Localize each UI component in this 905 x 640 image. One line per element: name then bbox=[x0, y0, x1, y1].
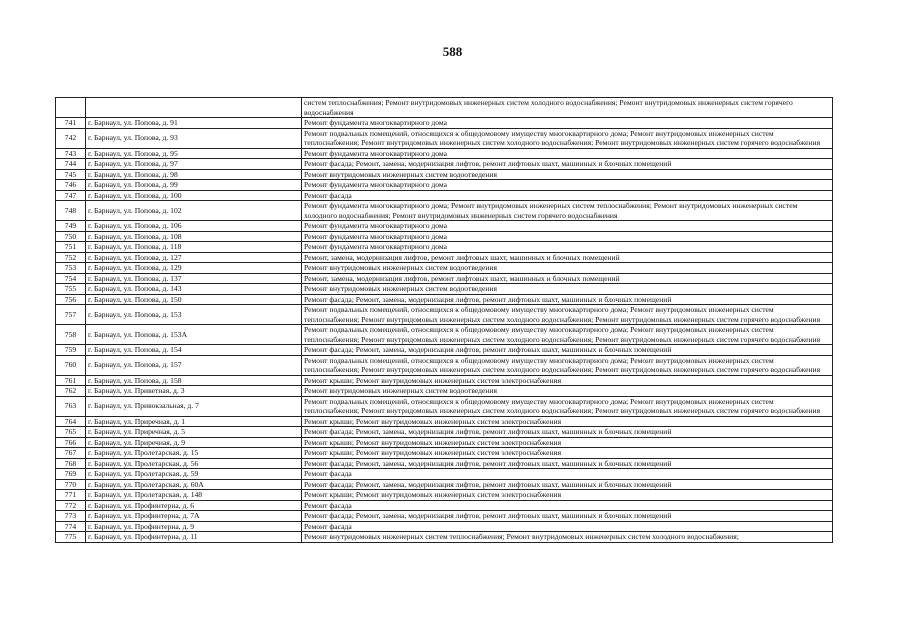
table-row bbox=[56, 284, 833, 295]
table-row bbox=[56, 427, 833, 438]
row-number-cell: 746 bbox=[56, 180, 86, 191]
address-cell: г. Барнаул, ул. Попова, д. 95 bbox=[86, 148, 302, 159]
work-type-cell: Ремонт подвальных помещений, относящихся к общедомовому имуществу многоквартирного дома; Ремонт внутридомовых инженерных систем теплоснабжения; Ремонт внутридомовых инженерных систем холодного водоснабжения; Ремонт внутридомовых инженерных систем горячего водоснабжения bbox=[302, 355, 833, 375]
work-type-cell: Ремонт фасада; Ремонт, замена, модернизация лифтов, ремонт лифтовых шахт, машинных и блочных помещений bbox=[302, 458, 833, 469]
table-row bbox=[56, 532, 833, 543]
work-type-cell: Ремонт фасада; Ремонт, замена, модернизация лифтов, ремонт лифтовых шахт, машинных и блочных помещений bbox=[302, 345, 833, 356]
address-cell: г. Барнаул, ул. Пролетарская, д. 56 bbox=[86, 458, 302, 469]
work-type-cell: Ремонт крыши; Ремонт внутридомовых инженерных систем электроснабжения bbox=[302, 490, 833, 501]
address-cell: г. Барнаул, ул. Пролетарская, д. 60А bbox=[86, 479, 302, 490]
address-cell: г. Барнаул, ул. Профинтерна, д. 6 bbox=[86, 500, 302, 511]
address-cell: г. Барнаул, ул. Попова, д. 108 bbox=[86, 231, 302, 242]
table-row bbox=[56, 231, 833, 242]
work-type-cell: Ремонт крыши; Ремонт внутридомовых инженерных систем электроснабжения bbox=[302, 437, 833, 448]
address-cell: г. Барнаул, ул. Попова, д. 118 bbox=[86, 242, 302, 253]
row-number-cell: 765 bbox=[56, 427, 86, 438]
table-row bbox=[56, 221, 833, 232]
registry-table bbox=[55, 97, 833, 543]
row-number-cell: 762 bbox=[56, 386, 86, 397]
address-cell: г. Барнаул, ул. Попова, д. 99 bbox=[86, 180, 302, 191]
work-type-cell: Ремонт фасада; Ремонт, замена, модернизация лифтов, ремонт лифтовых шахт, машинных и блочных помещений bbox=[302, 427, 833, 438]
table-row bbox=[56, 448, 833, 459]
work-type-cell: Ремонт фасада bbox=[302, 190, 833, 201]
row-number-cell: 752 bbox=[56, 252, 86, 263]
work-type-cell: Ремонт фундамента многоквартирного дома bbox=[302, 242, 833, 253]
row-number-cell: 761 bbox=[56, 375, 86, 386]
address-cell: г. Барнаул, ул. Попова, д. 158 bbox=[86, 375, 302, 386]
table-row bbox=[56, 345, 833, 356]
table-row bbox=[56, 325, 833, 345]
work-type-cell: Ремонт подвальных помещений, относящихся к общедомовому имуществу многоквартирного дома; Ремонт внутридомовых инженерных систем теплоснабжения; Ремонт внутридомовых инженерных систем холодного водоснабжения; Ремонт внутридомовых инженерных систем горячего водоснабжения bbox=[302, 128, 833, 148]
row-number-cell: 751 bbox=[56, 242, 86, 253]
address-cell: г. Барнаул, ул. Попова, д. 153 bbox=[86, 305, 302, 325]
row-number-cell: 756 bbox=[56, 294, 86, 305]
row-number-cell: 766 bbox=[56, 437, 86, 448]
table-row bbox=[56, 252, 833, 263]
address-cell bbox=[86, 98, 302, 118]
work-type-cell: Ремонт подвальных помещений, относящихся к общедомовому имуществу многоквартирного дома; Ремонт внутридомовых инженерных систем теплоснабжения; Ремонт внутридомовых инженерных систем холодного водоснабжения; Ремонт внутридомовых инженерных систем горячего водоснабжения bbox=[302, 325, 833, 345]
registry-body bbox=[56, 98, 833, 543]
work-type-cell: Ремонт фасада; Ремонт, замена, модернизация лифтов, ремонт лифтовых шахт, машинных и блочных помещений bbox=[302, 511, 833, 522]
work-type-cell: Ремонт внутридомовых инженерных систем водоотведения bbox=[302, 169, 833, 180]
work-type-cell: Ремонт крыши; Ремонт внутридомовых инженерных систем электроснабжения bbox=[302, 375, 833, 386]
work-type-cell: Ремонт фасада bbox=[302, 521, 833, 532]
address-cell: г. Барнаул, ул. Привокзальная, д. 7 bbox=[86, 396, 302, 416]
row-number-cell: 764 bbox=[56, 416, 86, 427]
row-number-cell: 757 bbox=[56, 305, 86, 325]
address-cell: г. Барнаул, ул. Профинтерна, д. 9 bbox=[86, 521, 302, 532]
address-cell: г. Барнаул, ул. Попова, д. 100 bbox=[86, 190, 302, 201]
address-cell: г. Барнаул, ул. Приречная, д. 9 bbox=[86, 437, 302, 448]
row-number-cell: 745 bbox=[56, 169, 86, 180]
row-number-cell: 748 bbox=[56, 201, 86, 221]
row-number-cell: 743 bbox=[56, 148, 86, 159]
table-row bbox=[56, 190, 833, 201]
work-type-cell: Ремонт фундамента многоквартирного дома; Ремонт внутридомовых инженерных систем теплоснабжения; Ремонт внутридомовых инженерных систем холодного водоснабжения; Ремонт внутридомовых инженерных систем горячего водоснабжения bbox=[302, 201, 833, 221]
row-number-cell: 769 bbox=[56, 469, 86, 480]
table-row bbox=[56, 263, 833, 274]
work-type-cell: Ремонт, замена, модернизация лифтов, ремонт лифтовых шахт, машинных и блочных помещений bbox=[302, 273, 833, 284]
row-number-cell: 759 bbox=[56, 345, 86, 356]
table-row bbox=[56, 469, 833, 480]
address-cell: г. Барнаул, ул. Попова, д. 127 bbox=[86, 252, 302, 263]
address-cell: г. Барнаул, ул. Попова, д. 91 bbox=[86, 118, 302, 129]
address-cell: г. Барнаул, ул. Приречная, д. 1 bbox=[86, 416, 302, 427]
address-cell: г. Барнаул, ул. Попова, д. 157 bbox=[86, 355, 302, 375]
address-cell: г. Барнаул, ул. Пролетарская, д. 148 bbox=[86, 490, 302, 501]
work-type-cell: Ремонт, замена, модернизация лифтов, ремонт лифтовых шахт, машинных и блочных помещений bbox=[302, 252, 833, 263]
work-type-cell: Ремонт внутридомовых инженерных систем водоотведения bbox=[302, 263, 833, 274]
table-row bbox=[56, 375, 833, 386]
address-cell: г. Барнаул, ул. Попова, д. 106 bbox=[86, 221, 302, 232]
table-row bbox=[56, 490, 833, 501]
work-type-cell: Ремонт крыши; Ремонт внутридомовых инженерных систем электроснабжения bbox=[302, 448, 833, 459]
row-number-cell: 750 bbox=[56, 231, 86, 242]
table-row bbox=[56, 305, 833, 325]
row-number-cell: 768 bbox=[56, 458, 86, 469]
row-number-cell: 767 bbox=[56, 448, 86, 459]
page-number: 588 bbox=[442, 44, 463, 59]
table-row bbox=[56, 118, 833, 129]
row-number-cell: 741 bbox=[56, 118, 86, 129]
work-type-cell: Ремонт подвальных помещений, относящихся к общедомовому имуществу многоквартирного дома; Ремонт внутридомовых инженерных систем теплоснабжения; Ремонт внутридомовых инженерных систем холодного водоснабжения; Ремонт внутридомовых инженерных систем горячего водоснабжения bbox=[302, 396, 833, 416]
row-number-cell: 760 bbox=[56, 355, 86, 375]
table-row bbox=[56, 98, 833, 118]
address-cell: г. Барнаул, ул. Профинтерна, д. 11 bbox=[86, 532, 302, 543]
row-number-cell: 758 bbox=[56, 325, 86, 345]
table-row bbox=[56, 128, 833, 148]
row-number-cell: 763 bbox=[56, 396, 86, 416]
address-cell: г. Барнаул, ул. Пролетарская, д. 15 bbox=[86, 448, 302, 459]
table-row bbox=[56, 159, 833, 170]
work-type-cell: Ремонт фасада; Ремонт, замена, модернизация лифтов, ремонт лифтовых шахт, машинных и блочных помещений bbox=[302, 294, 833, 305]
work-type-cell: Ремонт фундамента многоквартирного дома bbox=[302, 118, 833, 129]
row-number-cell: 774 bbox=[56, 521, 86, 532]
work-type-cell: Ремонт фасада; Ремонт, замена, модернизация лифтов, ремонт лифтовых шахт, машинных и блочных помещений bbox=[302, 159, 833, 170]
row-number-cell: 772 bbox=[56, 500, 86, 511]
table-row bbox=[56, 294, 833, 305]
address-cell: г. Барнаул, ул. Попова, д. 97 bbox=[86, 159, 302, 170]
work-type-cell: Ремонт внутридомовых инженерных систем водоотведения bbox=[302, 284, 833, 295]
work-type-cell: Ремонт фундамента многоквартирного дома bbox=[302, 221, 833, 232]
row-number-cell: 742 bbox=[56, 128, 86, 148]
table-row bbox=[56, 169, 833, 180]
address-cell: г. Барнаул, ул. Попова, д. 98 bbox=[86, 169, 302, 180]
table-row bbox=[56, 148, 833, 159]
row-number-cell: 747 bbox=[56, 190, 86, 201]
work-type-cell: Ремонт внутридомовых инженерных систем теплоснабжения; Ремонт внутридомовых инженерных систем холодного водоснабжения; bbox=[302, 532, 833, 543]
address-cell: г. Барнаул, ул. Пролетарская, д. 59 bbox=[86, 469, 302, 480]
row-number-cell: 773 bbox=[56, 511, 86, 522]
row-number-cell: 755 bbox=[56, 284, 86, 295]
address-cell: г. Барнаул, ул. Приречная, д. 5 bbox=[86, 427, 302, 438]
work-type-cell: Ремонт внутридомовых инженерных систем водоотведения bbox=[302, 386, 833, 397]
table-row bbox=[56, 355, 833, 375]
work-type-cell: Ремонт фасада; Ремонт, замена, модернизация лифтов, ремонт лифтовых шахт, машинных и блочных помещений bbox=[302, 479, 833, 490]
address-cell: г. Барнаул, ул. Попова, д. 143 bbox=[86, 284, 302, 295]
table-row bbox=[56, 416, 833, 427]
table-row bbox=[56, 180, 833, 191]
work-type-cell: Ремонт фундамента многоквартирного дома bbox=[302, 231, 833, 242]
address-cell: г. Барнаул, ул. Попова, д. 150 bbox=[86, 294, 302, 305]
table-row bbox=[56, 458, 833, 469]
row-number-cell bbox=[56, 98, 86, 118]
row-number-cell: 744 bbox=[56, 159, 86, 170]
work-type-cell: Ремонт фундамента многоквартирного дома bbox=[302, 180, 833, 191]
table-row bbox=[56, 479, 833, 490]
table-row bbox=[56, 511, 833, 522]
row-number-cell: 754 bbox=[56, 273, 86, 284]
table-row bbox=[56, 242, 833, 253]
row-number-cell: 775 bbox=[56, 532, 86, 543]
table-row bbox=[56, 273, 833, 284]
address-cell: г. Барнаул, ул. Попова, д. 153А bbox=[86, 325, 302, 345]
work-type-cell: систем теплоснабжения; Ремонт внутридомовых инженерных систем холодного водоснабжения; Ремонт внутридомовых инженерных систем горячего водоснабжения bbox=[302, 98, 833, 118]
table-row bbox=[56, 396, 833, 416]
address-cell: г. Барнаул, ул. Попова, д. 102 bbox=[86, 201, 302, 221]
row-number-cell: 753 bbox=[56, 263, 86, 274]
table-row bbox=[56, 201, 833, 221]
table-row bbox=[56, 386, 833, 397]
address-cell: г. Барнаул, ул. Попова, д. 93 bbox=[86, 128, 302, 148]
work-type-cell: Ремонт фасада bbox=[302, 500, 833, 511]
address-cell: г. Барнаул, ул. Попова, д. 137 bbox=[86, 273, 302, 284]
work-type-cell: Ремонт крыши; Ремонт внутридомовых инженерных систем электроснабжения bbox=[302, 416, 833, 427]
address-cell: г. Барнаул, ул. Попова, д. 154 bbox=[86, 345, 302, 356]
work-type-cell: Ремонт фасада bbox=[302, 469, 833, 480]
row-number-cell: 771 bbox=[56, 490, 86, 501]
address-cell: г. Барнаул, ул. Попова, д. 129 bbox=[86, 263, 302, 274]
table-row bbox=[56, 500, 833, 511]
work-type-cell: Ремонт подвальных помещений, относящихся к общедомовому имуществу многоквартирного дома; Ремонт внутридомовых инженерных систем теплоснабжения; Ремонт внутридомовых инженерных систем холодного водоснабжения; Ремонт внутридомовых инженерных систем горячего водоснабжения bbox=[302, 305, 833, 325]
address-cell: г. Барнаул, ул. Приветная, д. 3 bbox=[86, 386, 302, 397]
address-cell: г. Барнаул, ул. Профинтерна, д. 7А bbox=[86, 511, 302, 522]
row-number-cell: 749 bbox=[56, 221, 86, 232]
row-number-cell: 770 bbox=[56, 479, 86, 490]
table-row bbox=[56, 437, 833, 448]
work-type-cell: Ремонт фундамента многоквартирного дома bbox=[302, 148, 833, 159]
table-row bbox=[56, 521, 833, 532]
